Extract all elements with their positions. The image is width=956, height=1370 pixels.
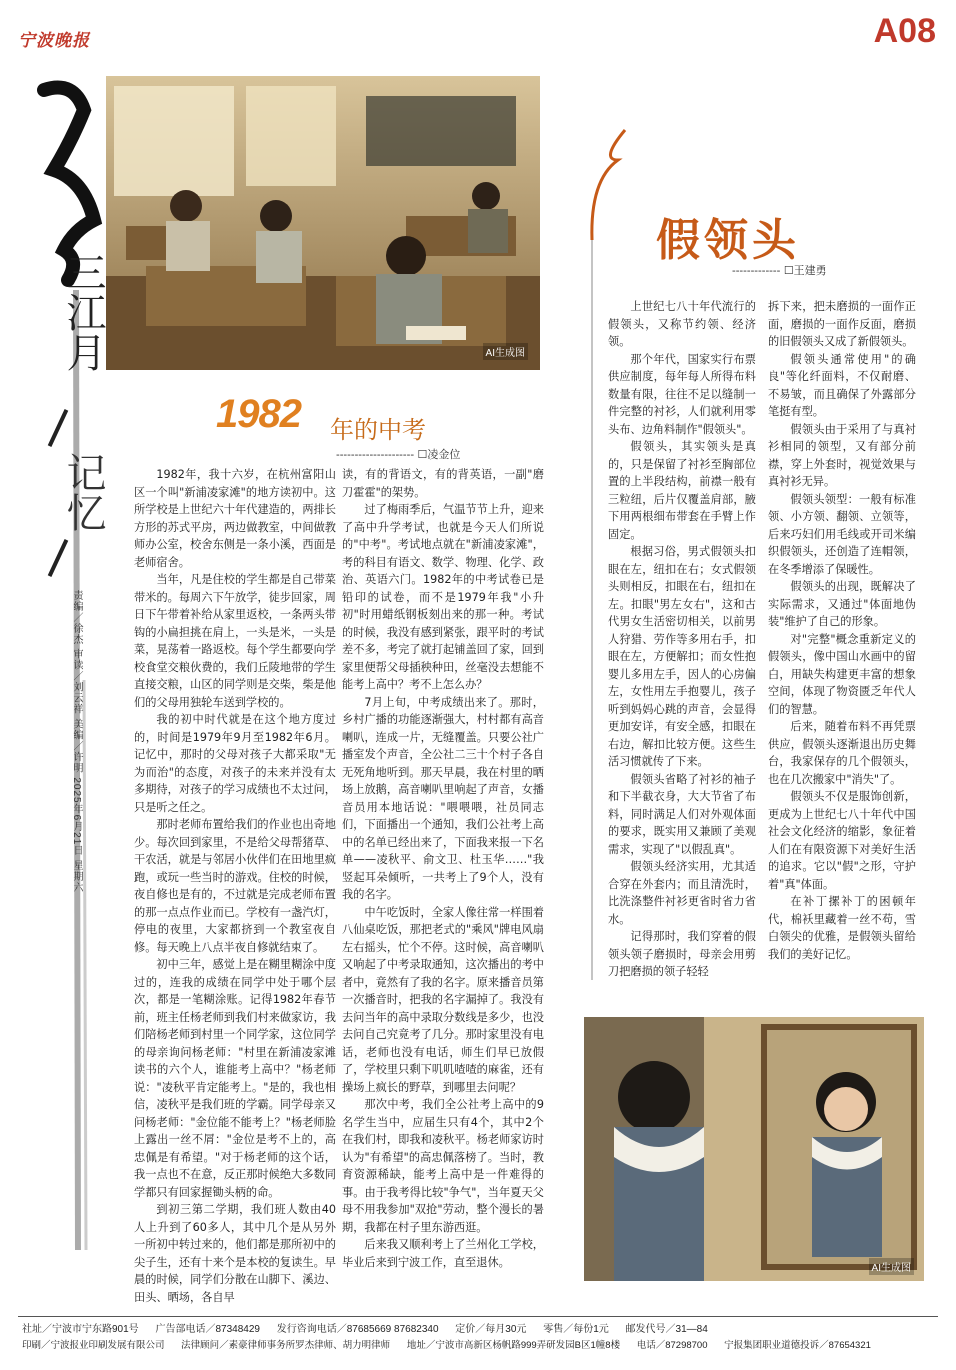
editor-credits: 责编／徐杰 审读／刘云祥 美编／许明 2025年6月21日 星期六 — [71, 590, 82, 894]
classroom-illustration — [106, 76, 540, 370]
ai-generated-tag: AI生成图 — [869, 1258, 914, 1275]
paragraph: 假领头省略了衬衫的袖子和下半截衣身，大大节省了布料，同时满足人们对外观体面的要求，既实用又兼顾了美观需求，实现了"以假乱真"。 — [608, 772, 756, 856]
paragraph: 当年，凡是住校的学生都是自己带菜带米的。每周六下午放学，徒步回家，周日下午带着补给从家里返校，一条两头带钩的小扁担挑在肩上，一头是米，一头是菜，晃荡着一路返校。每个学生都要向学校食堂交粮伙费的，我们丘陵地带的学生直接交粮，山区的同学则是交柴，柴是他们的父母用独轮车送到学校的。 — [134, 573, 336, 709]
paragraph: 假领头由于采用了与真衬衫相同的领型，又有部分前襟，穿上外套时，视觉效果与真衬衫无异。 — [768, 422, 916, 488]
paragraph: 假领头领型：一般有标准领、小方领、翻领、立领等，后来巧妇们用毛线或开司米编织假领头，还创造了连帽领，在冬季增添了保暖性。 — [768, 492, 916, 576]
ai-generated-tag: AI生成图 — [483, 343, 528, 360]
paragraph: 上世纪七八十年代流行的假领头，又称节约领、经济领。 — [608, 300, 756, 348]
article1-title-text: 年的中考 — [330, 416, 426, 444]
paragraph: 1982年，我十六岁，在杭州富阳山区一个叫"新浦凌家滩"的地方读初中。这所学校是上世纪六十年代建造的，两排长方形的苏式平房，两边做教室，中间做教师办公室，校舍东侧是一条小溪，西面是老师宿舍。 — [134, 468, 336, 569]
article2-column-2 — [768, 298, 916, 963]
column-name: 三江月 — [60, 252, 106, 372]
article2-byline: ------------- ☐王建勇 — [732, 264, 827, 277]
paragraph: 那个年代，国家实行布票供应制度，每年每人所得布料数量有限，往往不足以缝制一件完整的衬衫，人们就利用零头布、边角料制作"假领头"。 — [608, 352, 756, 436]
paragraph: 初中三年，感觉上是在糊里糊涂中度过的，连我的成绩在同学中处于哪个层次，都是一笔糊涂账。记得1982年春节前，班主任杨老师到我们村来做家访，我们陪杨老师到村里一个同学家，这位同学的母亲询问杨老师："村里在新浦凌家滩读书的六个人，谁能考上高中？"杨老师说："凌秋平肯定能考上。"是的，我也相信，凌秋平是我们班的学霸。同学母亲又问杨老师："金位能不能考上？"杨老师脸上露出一丝不屑："金位是考不上的，高忠佩是有希望。"对于杨老师的这个话，我一点也不在意，反正那时候绝大多数同学都只有回家握锄头柄的命。 — [134, 958, 336, 1199]
footer-distribution-phone: 发行咨询电话／87685669 87682340 — [276, 1324, 439, 1335]
footer-postal-code: 邮发代号／31—84 — [625, 1324, 708, 1335]
paragraph: 拆下来，把未磨损的一面作正面，磨损的一面作反面，磨损的旧假领头又成了新假领头。 — [768, 300, 916, 348]
footer-legal: 法律顾问／素豪律师事务所罗杰律师、胡力明律师 — [181, 1340, 391, 1351]
paragraph: 假领头，其实领头是真的，只是保留了衬衫至胸部位置的上半段结构，前襟一般有三粒纽，后片仅覆盖肩部，腋下用两根细布带套在手臂上作固定。 — [608, 440, 756, 541]
paragraph: 对"完整"概念重新定义的假领头，像中国山水画中的留白，用缺失构建更丰富的想象空间，体现了物资匮乏年代人们的智慧。 — [768, 632, 916, 716]
paragraph: 到初三第二学期，我们班人数由40人上升到了60多人，其中几个是从另外一所初中转过来的，他们都是那所初中的尖子生，还有十来个是本校的复读生。早晨的时候，同学们分散在山脚下、溪边、田头、晒场，各自早 — [134, 1203, 336, 1304]
article1-title-number: 1982 — [216, 392, 301, 436]
paragraph: 假领头的出现，既解决了实际需求，又通过"体面地伪装"维护了自己的形象。 — [768, 580, 916, 628]
footer-complaint: 宁报集团职业道德投诉／87654321 — [724, 1340, 871, 1351]
paragraph: 那时老师布置给我们的作业也出奇地少。每次回到家里，不是给父母帮猪草、干农活，就是与邻居小伙伴们在田地里疯跑，或玩一些当时的游戏。住校的时候，夜自修也是有的，不过就是完成老师布置的那一点点作业而已。学校有一盏汽灯，停电的夜里，大家都挤到一个教室夜自修。每天晚上八点半夜自修就结束了。 — [134, 818, 336, 954]
masthead: 宁波晚报 — [18, 31, 90, 51]
section-name: 记忆 — [60, 452, 106, 532]
footer-line-2 — [22, 1337, 942, 1351]
footer-printer: 印刷／宁波报业印刷发展有限公司 — [22, 1340, 165, 1351]
paragraph: 后来我又顺利考上了兰州化工学校，毕业后来到宁波工作，直至退休。 — [342, 1238, 544, 1269]
paragraph: 读，有的背语文，有的背英语，一副"磨刀霍霍"的架势。 — [342, 468, 544, 499]
footer-retail: 零售／每份1元 — [543, 1324, 609, 1335]
article2-title: 假领头 — [656, 215, 800, 266]
paragraph: 假领头不仅是服饰创新，更成为上世纪七八十年代中国社会文化经济的缩影，象征着人们在有限资源下对美好生活的追求。它以"假"之形，守护着"真"体面。 — [768, 790, 916, 891]
paragraph: 过了梅雨季后，气温节节上升，迎来了高中升学考试，也就是今天人们所说的"中考"。考试地点就在"新浦凌家滩"，考的科目有语文、数学、物理、化学、政治、英语六门。1982年的中考试卷已是铅印的试卷，而不是1979年我"小升初"时用蜡纸钢板刻出来的那一种。考试的时候，我没有感到紧张，跟平时的考试差不多，考完了就打起铺盖回了家，回到家里便帮父母插秧种田，丝毫没去想能不能考上高中？考不上怎么办？ — [342, 503, 544, 691]
paragraph: 7月上旬，中考成绩出来了。那时，乡村广播的功能逐渐强大，村村都有高音喇叭，连成一片，无缝覆盖。只要公社广播室发个声音，全公社二三十个村子各自无死角地听到。那天早晨，我在村里的晒场上放鹅，高音喇叭里响起了声音，女播音员用本地话说："喂喂喂，社员同志们，下面播出一个通知，我们公社考上高中的名单已经出来了，下面我来报一下名单——凌秋平、俞文卫、杜玉华……"我竖起耳朵倾听，一共考上了9个人，没有我的名字。 — [342, 695, 544, 901]
footer-phone: 电话／87298700 — [636, 1340, 708, 1351]
footer-line-1 — [22, 1320, 942, 1335]
mirror-illustration — [584, 1017, 924, 1281]
paragraph: 后来，随着布料不再凭票供应，假领头逐渐退出历史舞台，我家保存的几个假领头，也在几次搬家中"消失"了。 — [768, 720, 916, 786]
article2-column-1 — [608, 298, 756, 981]
footer-price: 定价／每月30元 — [455, 1324, 527, 1335]
page-number: A08 — [873, 12, 936, 50]
paragraph: 假领头通常使用"的确良"等化纤面料，不仅耐磨、不易皱，而且确保了外露部分笔挺有型。 — [768, 352, 916, 418]
article1-byline: --------------------- ☐凌金位 — [336, 448, 461, 461]
article1-column-2 — [342, 466, 544, 1271]
footer-divider — [18, 1316, 938, 1317]
paragraph: 中午吃饭时，全家人像往常一样围着八仙桌吃饭，那把老式的"乘风"牌电风扇左右摇头，忙个不停。这时候，高音喇叭又响起了中考录取通知，这次播出的考中者中，竟然有了我的名字。原来播音员第一次播音时，把我的名字漏掉了。我没有去问当年的高中录取分数线是多少，也没去问自己究竟考了几分。那时家里没有电话，老师也没有电话，师生们早已放假了，学校里只剩下叽叽喳喳的麻雀，还有操场上疯长的野草，到哪里去问呢？ — [342, 905, 544, 1094]
footer-ad-phone: 广告部电话／87348429 — [155, 1324, 260, 1335]
paragraph: 假领头经济实用，尤其适合穿在外套内；而且清洗时，比洗涤整件衬衫更省时省力省水。 — [608, 860, 756, 926]
classroom-photo — [106, 76, 540, 370]
footer-address: 社址／宁波市宁东路901号 — [22, 1324, 139, 1335]
mirror-photo — [584, 1017, 924, 1281]
paragraph: 根据习俗，男式假领头扣眼在左，纽扣在右；女式假领头则相反，扣眼在右，纽扣在左。扣眼"男左女右"，这和古代男女生活密切相关，以前男人狩猎、劳作等多用右手，扣眼在左，方便解扣；而女性抱婴儿多用左手，因人的心房偏左，女性用左手抱婴儿，孩子听到妈妈心跳的声音，会显得更加安详，有安全感，扣眼在右边，解扣比较方便。这些生活习惯就传了下来。 — [608, 545, 756, 768]
paragraph: 在补丁摞补丁的困顿年代，棉袄里藏着一丝不苟，雪白领尖的优雅，是假领头留给我们的美好记忆。 — [768, 895, 916, 961]
paragraph: 那次中考，我们全公社考上高中的9名学生当中，应届生只有4个，其中2个在我们村，即我和凌秋平。杨老师家访时认为"有希望"的高忠佩落榜了。当时，教育资源稀缺，能考上高中是一件难得的事。由于我考得比较"争气"，当年夏天父母不用我参加"双抢"劳动，整个漫长的暑期，我都在村子里东游西逛。 — [342, 1098, 544, 1234]
footer-printer-address: 地址／宁波市高新区杨帆路999弄研发园B区1幢8楼 — [406, 1340, 621, 1351]
paragraph: 记得那时，我们穿着的假领头领子磨损时，母亲会用剪刀把磨损的领子轻轻 — [608, 930, 756, 978]
article1-column-1 — [134, 466, 336, 1306]
paragraph: 我的初中时代就是在这个地方度过的，时间是1979年9月至1982年6月。记忆中，那时的父母对孩子大都采取"无为而治"的态度，对孩子的未来并没有太多期待，对孩子的学习成绩也不太过问，只是听之任之。 — [134, 713, 336, 814]
